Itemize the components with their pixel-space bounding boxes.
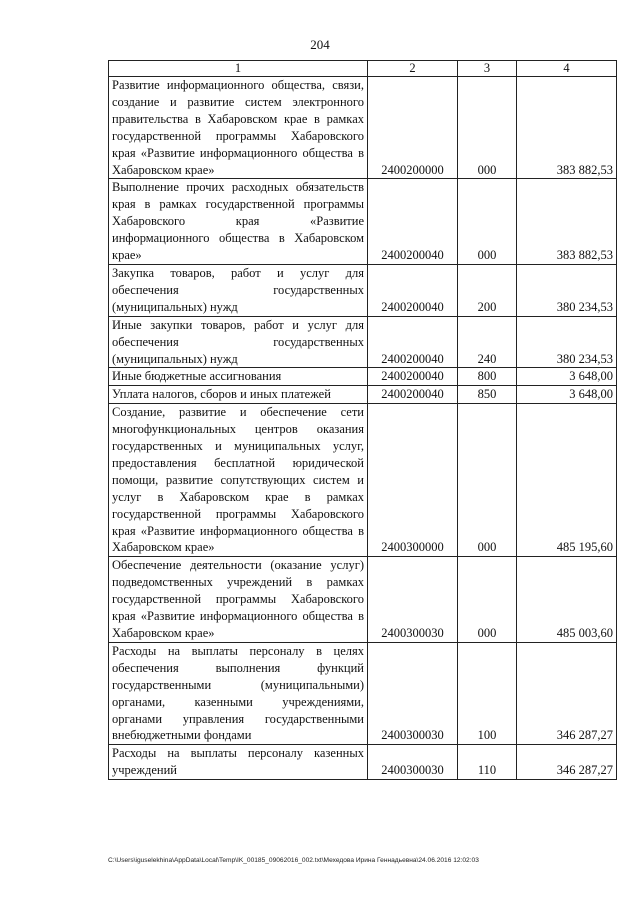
row-code: 2400200040 [368,316,458,368]
table-row [109,179,617,265]
table-row [109,77,617,179]
row-code: 2400200040 [368,386,458,404]
row-name: Обеспечение деятельности (оказание услуг) подведомственных учреждений в рамках государственной программы Хабаровского края «Развитие информационного общества в Хабаровском крае» [109,557,368,643]
row-name: Уплата налогов, сборов и иных платежей [109,386,368,404]
budget-table [108,60,617,780]
row-name: Закупка товаров, работ и услуг для обеспечения государственных (муниципальных) нужд [109,264,368,316]
row-sum: 485 195,60 [517,404,617,557]
table-row [109,745,617,780]
row-name: Создание, развитие и обеспечение сети многофункциональных центров оказания государственных и муниципальных услуг, предоставления бесплатной юридической помощи, развитие сопутствующих систем и услуг в Хабаровском крае в рамках государственной программы Хабаровского края «Развитие информационного общества в Хабаровском крае» [109,404,368,557]
row-code: 2400300030 [368,745,458,780]
row-sum: 346 287,27 [517,642,617,744]
row-name: Выполнение прочих расходных обязательств края в рамках государственной программы Хабаровского края «Развитие информационного общества в Хабаровском крае» [109,179,368,265]
row-sum: 3 648,00 [517,368,617,386]
table-row [109,404,617,557]
row-code: 2400300030 [368,557,458,643]
table-row [109,557,617,643]
row-kind: 800 [458,368,517,386]
row-sum: 383 882,53 [517,77,617,179]
row-kind: 240 [458,316,517,368]
row-sum: 485 003,60 [517,557,617,643]
header-col-1: 1 [109,61,368,77]
row-sum: 3 648,00 [517,386,617,404]
row-name: Расходы на выплаты персоналу казенных учреждений [109,745,368,780]
row-kind: 000 [458,404,517,557]
header-col-4: 4 [517,61,617,77]
row-name: Расходы на выплаты персоналу в целях обеспечения выполнения функций государственными (муниципальными) органами, казенными учреждениями, органами управления государственными внебюджетными фондами [109,642,368,744]
header-col-2: 2 [368,61,458,77]
row-sum: 383 882,53 [517,179,617,265]
row-sum: 380 234,53 [517,316,617,368]
table-row [109,316,617,368]
row-kind: 110 [458,745,517,780]
row-code: 2400300000 [368,404,458,557]
header-col-3: 3 [458,61,517,77]
row-kind: 000 [458,179,517,265]
table-row [109,264,617,316]
row-kind: 200 [458,264,517,316]
header-row [109,61,617,77]
row-code: 2400300030 [368,642,458,744]
row-kind: 000 [458,557,517,643]
row-name: Иные закупки товаров, работ и услуг для обеспечения государственных (муниципальных) нужд [109,316,368,368]
row-kind: 100 [458,642,517,744]
row-kind: 850 [458,386,517,404]
table-row [109,368,617,386]
row-name: Развитие информационного общества, связи, создание и развитие систем электронного правительства в Хабаровском крае в рамках государственной программы Хабаровского края «Развитие информационного общества в Хабаровском крае» [109,77,368,179]
row-code: 2400200000 [368,77,458,179]
table-row [109,642,617,744]
row-sum: 346 287,27 [517,745,617,780]
row-name: Иные бюджетные ассигнования [109,368,368,386]
table-row [109,386,617,404]
row-kind: 000 [458,77,517,179]
footer-file-path: C:\Users\iguselekhina\AppData\Local\Temp\IK_00185_09062016_002.txt\Мехедова Ирина Геннадьевна\24.06.2016 12:02:03 [108,857,479,864]
row-code: 2400200040 [368,368,458,386]
row-code: 2400200040 [368,264,458,316]
row-sum: 380 234,53 [517,264,617,316]
page-number: 204 [310,37,330,52]
row-code: 2400200040 [368,179,458,265]
